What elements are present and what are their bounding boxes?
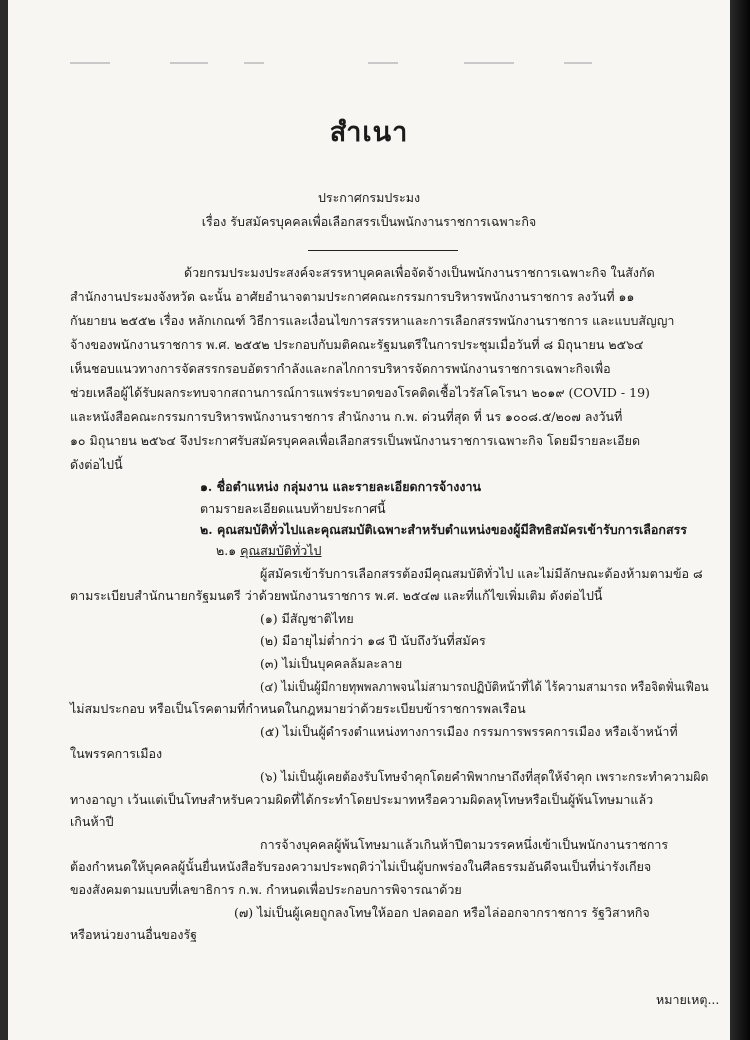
scan-left-edge <box>0 0 8 1040</box>
qual-item: (๒) มีอายุไม่ต่ำกว่า ๑๘ ปี นับถึงวันที่สมัคร <box>260 633 486 648</box>
announcement-subject: เรื่อง รับสมัครบุคคลเพื่อเลือกสรรเป็นพนักงานราชการเฉพาะกิจ <box>201 214 537 229</box>
section-1-text: ตามรายละเอียดแนบท้ายประกาศนี้ <box>200 501 386 516</box>
intro-line: กันยายน ๒๕๕๒ เรื่อง หลักเกณฑ์ วิธีการและเงื่อนไขการสรรหาและการเลือกสรรพนักงานราชการ และแบบสัญญา <box>70 313 675 328</box>
document-page <box>8 0 730 1040</box>
section-2-1-title: คุณสมบัติทั่วไป <box>240 543 322 558</box>
qual-intro-line: ตามระเบียบสำนักนายกรัฐมนตรี ว่าด้วยพนักงานราชการ พ.ศ. ๒๕๔๗ และที่แก้ไขเพิ่มเติม ดังต่อไปนี้ <box>70 588 603 603</box>
qual-item: (๓) ไม่เป็นบุคคลล้มละลาย <box>260 656 403 671</box>
intro-line: เห็นชอบแนวทางการจัดสรรกรอบอัตรากำลังและกลไกการบริหารจัดการพนักงานราชการเฉพาะกิจเพื่อ <box>70 361 611 376</box>
intro-line: ช่วยเหลือผู้ได้รับผลกระทบจากสถานการณ์การแพร่ระบาดของโรคติดเชื้อไวรัสโคโรนา ๒๐๑๙ (COVID - 19) <box>70 385 650 400</box>
scan-marks <box>8 62 730 72</box>
announcement-org: ประกาศกรมประมง <box>317 190 421 205</box>
intro-line: และหนังสือคณะกรรมการบริหารพนักงานราชการ สำนักงาน ก.พ. ด่วนที่สุด ที่ นร ๑๐๐๘.๕/๒๐๗ ลงวันที่ <box>70 409 623 424</box>
intro-line: ด้วยกรมประมงประสงค์จะสรรหาบุคคลเพื่อจัดจ้างเป็นพนักงานราชการเฉพาะกิจ ในสังกัด <box>184 265 655 280</box>
qual-intro-line: ผู้สมัครเข้ารับการเลือกสรรต้องมีคุณสมบัติทั่วไป และไม่มีลักษณะต้องห้ามตามข้อ ๘ <box>260 566 703 581</box>
title-divider <box>308 250 458 251</box>
qual-item: (๑) มีสัญชาติไทย <box>260 611 354 626</box>
section-1-title: ๑. ชื่อตำแหน่ง กลุ่มงาน และรายละเอียดการจ้างงาน <box>200 479 482 494</box>
qual-item-6-note-line: ของสังคมตามแบบที่เลขาธิการ ก.พ. กำหนดเพื่อประกอบการพิจารณาด้วย <box>70 882 462 897</box>
qual-item-6-line: ทางอาญา เว้นแต่เป็นโทษสำหรับความผิดที่ได้กระทำโดยประมาทหรือความผิดลหุโทษหรือเป็นผู้พ้นโทษมาแล้ว <box>70 792 654 807</box>
section-2-1-heading <box>216 543 322 559</box>
qual-item-6-note-line: การจ้างบุคคลผู้พ้นโทษมาแล้วเกินห้าปีตามวรรคหนึ่งเข้าเป็นพนักงานราชการ <box>260 837 669 852</box>
qual-item-4-line: (๔) ไม่เป็นผู้มีกายทุพพลภาพจนไม่สามารถปฏิบัติหน้าที่ได้ ไร้ความสามารถ หรือจิตฟั่นเฟือน <box>260 679 709 694</box>
qual-item-7-line: หรือหน่วยงานอื่นของรัฐ <box>70 927 198 942</box>
scan-right-edge <box>730 0 750 1040</box>
qual-item-5-line: ในพรรคการเมือง <box>70 746 163 761</box>
section-2-title: ๒. คุณสมบัติทั่วไปและคุณสมบัติเฉพาะสำหรับตำแหน่งของผู้มีสิทธิสมัครเข้ารับการเลือกสรร <box>200 522 688 537</box>
document-heading: สำเนา <box>329 117 409 148</box>
qual-item-6-line: เกินห้าปี <box>70 814 114 829</box>
intro-line: ดังต่อไปนี้ <box>70 457 123 472</box>
qual-item-5-line: (๕) ไม่เป็นผู้ดำรงตำแหน่งทางการเมือง กรรมการพรรคการเมือง หรือเจ้าหน้าที่ <box>260 724 678 739</box>
continued-note: หมายเหตุ... <box>656 992 720 1007</box>
qual-item-6-line: (๖) ไม่เป็นผู้เคยต้องรับโทษจำคุกโดยคำพิพากษาถึงที่สุดให้จำคุก เพราะกระทำความผิด <box>260 769 709 784</box>
intro-line: สำนักงานประมงจังหวัด ฉะนั้น อาศัยอำนาจตามประกาศคณะกรรมการบริหารพนักงานราชการ ลงวันที่ ๑๑ <box>70 289 635 304</box>
qual-item-6-note-line: ต้องกำหนดให้บุคคลผู้นั้นยื่นหนังสือรับรองความประพฤติว่าไม่เป็นผู้บกพร่องในศีลธรรมอันดีจนเป็นที่น่ารังเกียจ <box>70 859 652 874</box>
intro-line: ๑๐ มิถุนายน ๒๕๖๔ จึงประกาศรับสมัครบุคคลเพื่อเลือกสรรเป็นพนักงานราชการเฉพาะกิจ โดยมีรายละเอียด <box>70 433 641 448</box>
section-2-1-number: ๒.๑ <box>216 543 241 558</box>
qual-item-4-line: ไม่สมประกอบ หรือเป็นโรคตามที่กำหนดในกฎหมายว่าด้วยระเบียบข้าราชการพลเรือน <box>70 701 526 716</box>
qual-item-7-line: (๗) ไม่เป็นผู้เคยถูกลงโทษให้ออก ปลดออก หรือไล่ออกจากราชการ รัฐวิสาหกิจ <box>234 905 650 920</box>
intro-line: จ้างของพนักงานราชการ พ.ศ. ๒๕๕๒ ประกอบกับมติคณะรัฐมนตรีในการประชุมเมื่อวันที่ ๘ มิถุนายน ๒๕๖๔ <box>70 337 644 352</box>
